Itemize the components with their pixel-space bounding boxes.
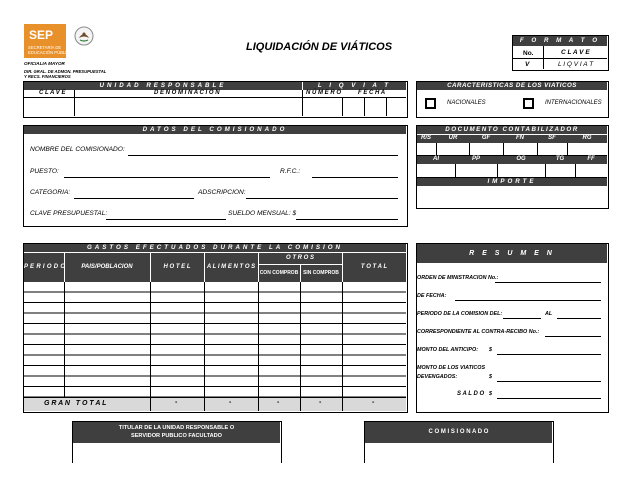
dept-line-3: Y RECS. FINANCIEROS	[24, 74, 71, 79]
unidad-clave-label: C L A V E	[39, 90, 66, 96]
no-label: No.	[523, 50, 534, 57]
gastos-col-total: T O T A L	[360, 264, 388, 270]
documento-bar: DOCUMENTO CONTABILIZADOR	[417, 126, 607, 134]
formato-bar: F O R M A T O	[513, 36, 607, 46]
titular-signature-field[interactable]	[74, 444, 279, 463]
unidad-denominacion-field[interactable]	[76, 99, 301, 115]
resumen-bar: R E S U M E N	[417, 244, 607, 263]
doc-col-sf: SF	[548, 135, 556, 141]
liqviat-fecha-label: F E C H A	[358, 90, 386, 96]
dept-line-1: OFICIALIA MAYOR	[24, 61, 65, 66]
gran-total-label: G R A N T O T A L	[44, 400, 107, 407]
saldo-field[interactable]	[497, 398, 601, 399]
liqviat-fecha-field[interactable]	[344, 99, 406, 115]
total-alimentos: -	[229, 399, 232, 406]
monto-anticipo-label: MONTO DEL ANTICIPO:	[417, 347, 478, 353]
adscripcion-field[interactable]	[246, 198, 398, 199]
caracteristicas-box	[416, 81, 609, 118]
gastos-col-hotel: H O T E L	[163, 264, 191, 270]
rfc-field[interactable]	[312, 177, 398, 178]
adscripcion-label: ADSCRIPCION:	[198, 189, 246, 196]
saldo-label: S A L D O	[457, 391, 485, 397]
nombre-field[interactable]	[128, 155, 398, 156]
monto-viaticos-label-2: DEVENGADOS:	[417, 374, 458, 380]
gastos-col-con-comprob: CON COMPROB	[259, 270, 299, 276]
total-sin-comprob: -	[319, 399, 322, 406]
v-label: V	[525, 61, 530, 68]
rfc-label: R.F.C.:	[280, 168, 301, 175]
monto-anticipo-field[interactable]	[497, 354, 601, 355]
comisionado-signature-label: C O M I S I O N A D O	[428, 429, 489, 435]
monto-viaticos-sign: $	[489, 374, 492, 380]
puesto-label: PUESTO:	[30, 168, 59, 175]
sueldo-field[interactable]	[296, 219, 398, 220]
monto-anticipo-sign: $	[489, 347, 492, 353]
doc-col-tg: TG	[555, 156, 565, 162]
sueldo-label: SUELDO MENSUAL: $	[228, 210, 297, 217]
gastos-bar: GASTOS EFECTUADOS DURANTE LA COMISION	[24, 244, 406, 252]
orden-field[interactable]	[495, 282, 601, 283]
clave-presupuestal-label: CLAVE PRESUPUESTAL:	[30, 210, 108, 217]
periodo-to-field[interactable]	[557, 318, 601, 319]
monto-viaticos-field[interactable]	[497, 381, 601, 382]
internacionales-checkbox[interactable]	[523, 98, 534, 109]
doc-col-pp: PP	[471, 156, 480, 162]
doc-col-rg: RG	[582, 135, 592, 141]
liqviat-numero-label: N Ú M E R O	[306, 90, 342, 96]
titular-label-2: SERVIDOR PUBLICO FACULTADO	[130, 433, 223, 439]
puesto-field[interactable]	[64, 177, 270, 178]
doc-col-og: OG	[516, 156, 526, 162]
total-total: -	[372, 399, 375, 406]
gastos-col-otros: O T R O S	[285, 255, 314, 261]
titular-signature-box	[72, 421, 282, 463]
orden-label: ORDEN DE MINISTRACION No.:	[417, 275, 499, 281]
sep-logo	[24, 24, 96, 58]
gastos-box	[23, 243, 408, 413]
gastos-col-sin-comprob: SIN COMPROB	[303, 270, 339, 276]
total-hotel: -	[175, 399, 178, 406]
comisionado-bar: DATOS DEL COMISIONADO	[24, 126, 406, 134]
periodo-label: PERIODO DE LA COMISION DEL:	[417, 311, 503, 317]
comisionado-signature-box	[364, 421, 554, 463]
correspondiente-label: CORRESPONDIENTE AL CONTRA-RECIBO No.:	[417, 329, 540, 335]
periodo-al-label: AL	[545, 311, 553, 317]
comisionado-box	[23, 125, 408, 227]
page-title: LIQUIDACIÓN DE VIÁTICOS	[246, 41, 393, 53]
doc-col-ff: FF	[587, 156, 595, 162]
fecha-field[interactable]	[455, 300, 601, 301]
gastos-col-periodo: P E R I O D O	[24, 264, 66, 270]
nacionales-checkbox[interactable]	[425, 98, 436, 109]
nacionales-label: NACIONALES	[447, 100, 486, 106]
doc-col-fn: FN	[516, 135, 524, 141]
liqviat-numero-field[interactable]	[304, 99, 341, 115]
sep-logo-sub2: EDUCACIÓN PÚBLICA	[28, 50, 73, 55]
doc-col-ai: AI	[433, 156, 439, 162]
dept-line-2: DIR. GRAL. DE ADMON. PRESUPUESTAL	[24, 69, 107, 74]
titular-label-1: TITULAR DE LA UNIDAD RESPONSABLE O	[118, 425, 235, 431]
total-con-comprob: -	[277, 399, 280, 406]
gastos-body[interactable]	[24, 282, 406, 397]
doc-col-gf: GF	[481, 135, 491, 141]
caracteristicas-bar: CARACTERISTICAS DE LOS VIATICOS	[417, 82, 607, 90]
unidad-clave-field[interactable]	[25, 99, 73, 115]
categoria-field[interactable]	[74, 198, 194, 199]
doc-col-rs: R/S	[420, 135, 431, 141]
eagle-seal-icon	[74, 26, 94, 46]
gastos-col-pais: PAIS/POBLACION	[81, 264, 133, 270]
liqviat-bar: L I Q V I A T	[303, 82, 406, 90]
importe-bar: IMPORTE	[417, 178, 607, 186]
unidad-bar: UNIDAD RESPONSABLE	[24, 82, 302, 90]
unidad-box	[23, 81, 408, 118]
importe-field[interactable]	[418, 187, 606, 206]
monto-viaticos-label-1: MONTO DE LOS VIATICOS	[417, 365, 486, 371]
periodo-from-field[interactable]	[503, 318, 541, 319]
internacionales-label: INTERNACIONALES	[545, 100, 602, 106]
formato-box	[512, 35, 609, 71]
doc-col-ur: UR	[448, 135, 458, 141]
sep-logo-text: SEP	[29, 28, 54, 42]
sep-logo-sub1: SECRETARÍA DE	[28, 45, 62, 50]
unidad-denominacion-label: D E N O M I N A C I Ó N	[154, 90, 220, 96]
categoria-label: CATEGORIA:	[30, 189, 71, 196]
clave-value: L I Q V I A T	[558, 61, 594, 68]
sep-logo-block	[24, 24, 73, 58]
resumen-box	[416, 243, 609, 413]
documento-box	[416, 125, 609, 209]
saldo-sign: $	[489, 391, 492, 397]
clave-presupuestal-field[interactable]	[106, 219, 226, 220]
fecha-label: DE FECHA:	[417, 293, 447, 299]
comisionado-signature-field[interactable]	[366, 444, 551, 463]
nombre-label: NOMBRE DEL COMISIONADO:	[30, 146, 125, 153]
gastos-col-alimentos: A L I M E N T O S	[206, 264, 256, 270]
clave-label: C L A V E	[561, 49, 590, 56]
correspondiente-field[interactable]	[545, 336, 601, 337]
